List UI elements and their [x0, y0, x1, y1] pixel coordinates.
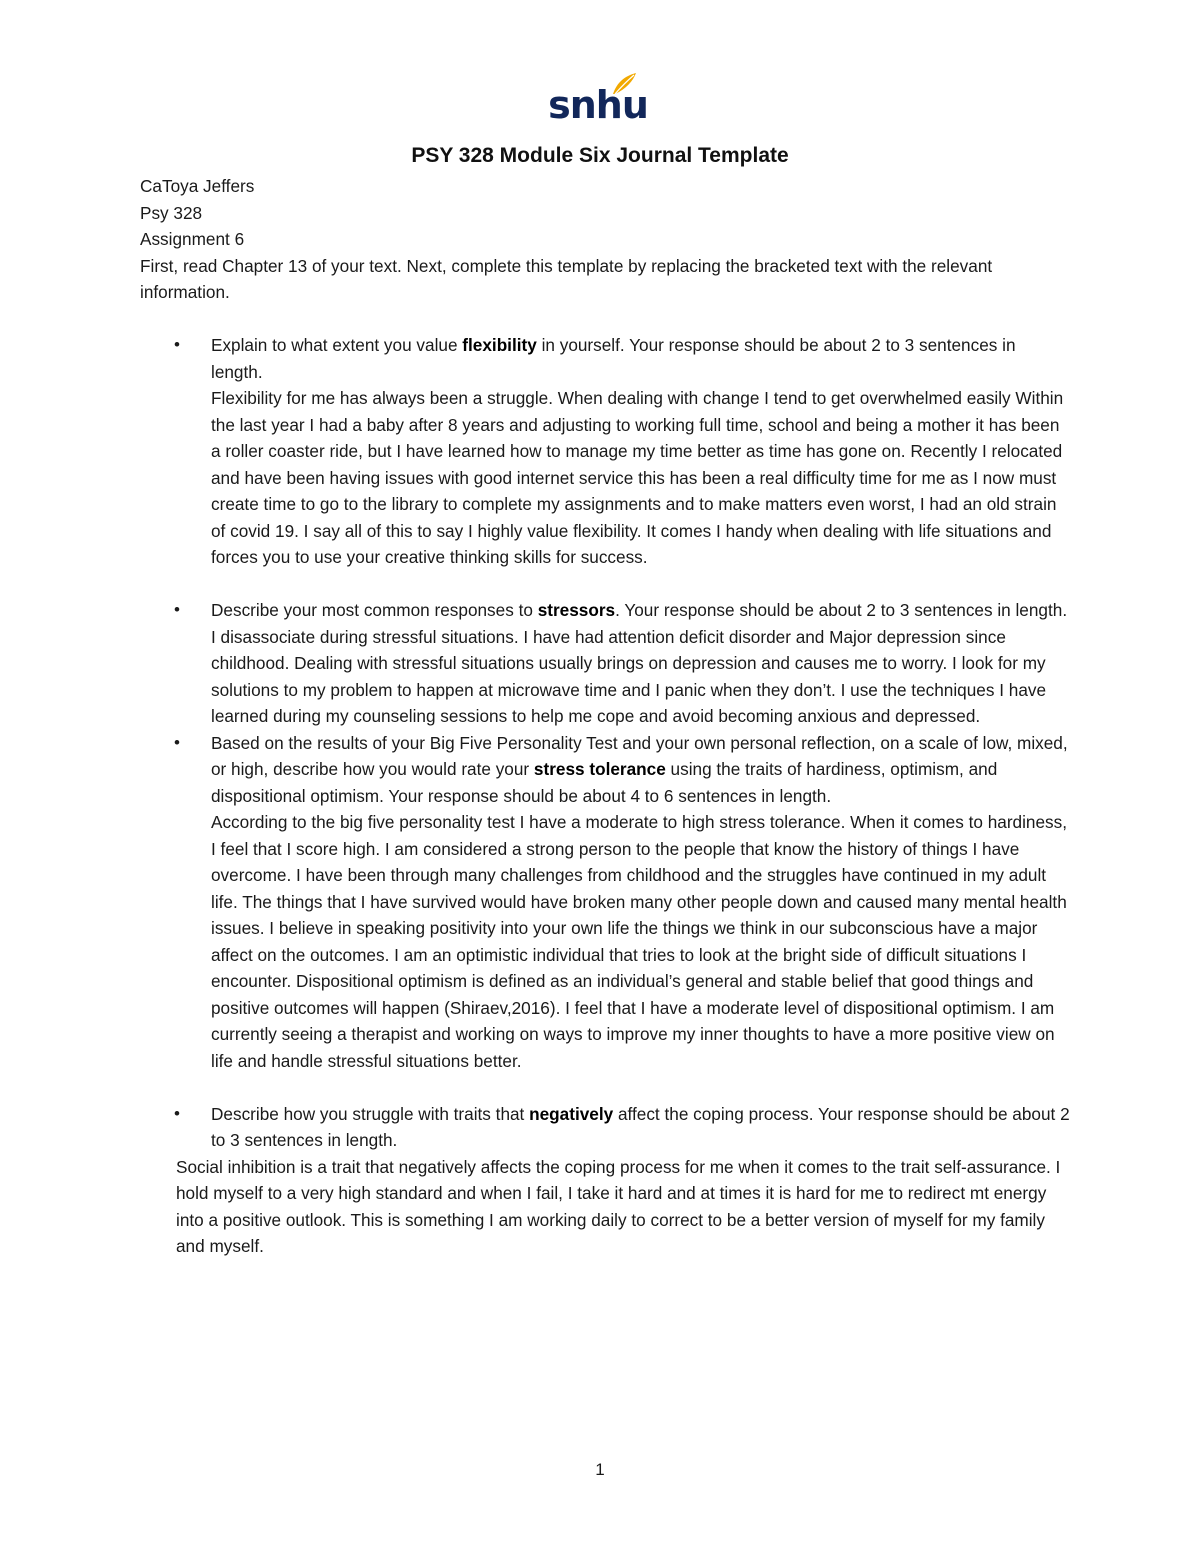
question-item-3 — [140, 730, 1070, 1075]
question-keyword: stress tolerance — [533, 759, 666, 779]
question-list — [140, 332, 1070, 571]
question-answer: Social inhibition is a trait that negatively affects the coping process for me when it comes to the trait self-assurance. I hold myself to a very high standard and when I fail, I take it hard and at times it is hard for me to redirect mt energy into a positive outlook. This is something I am working daily to correct to be a better version of myself for my family and myself. — [176, 1156, 1061, 1256]
intro-instructions: First, read Chapter 13 of your text. Next, complete this template by replacing the bracketed text with the relevant information. — [140, 255, 993, 302]
bullet-icon: • — [174, 1103, 180, 1123]
document-body — [140, 173, 1070, 1260]
page-number: 1 — [595, 1460, 605, 1479]
student-name: CaToya Jeffers — [140, 176, 255, 196]
question-keyword: negatively — [529, 1103, 614, 1124]
question-answer: Flexibility for me has always been a struggle. When dealing with change I tend to get overwhelmed easily Within the last year I had a baby after 8 years and adjusting to working full time, school and being a mother it has been a roller coaster ride, but I have learned how to manage my time better as time has gone on. Recently I relocated and have been having issues with good internet service this has been a real difficulty time for me as I now must create time to go to the library to complete my assignments and to make matters even worst, I had an old strain of covid 19. I say all of this to say I highly value flexibility. It comes I handy when dealing with life situations and forces you to use your creative thinking skills for success. — [211, 388, 1064, 567]
question-keyword: stressors — [537, 600, 616, 620]
question-list-3 — [140, 1101, 1070, 1154]
question-prompt: Describe how you struggle with traits that negatively affect the coping process. Your response should be about 2 to 3 sentences in length. — [211, 1103, 1070, 1150]
question-prompt: Explain to what extent you value flexibility in yourself. Your response should be about 2 to 3 sentences in length. — [211, 335, 1016, 382]
question-prompt: Based on the results of your Big Five Personality Test and your own personal reflection, on a scale of low, mixed, or high, describe how you would rate your stress tolerance using the traits of hardiness, optimism, and dispositional optimism. Your response should be about 4 to 6 sentences in length. — [211, 732, 1068, 806]
bullet-icon: • — [174, 335, 180, 354]
question-item-1 — [140, 332, 1070, 571]
assignment-label: Assignment 6 — [140, 229, 245, 249]
question-item-2 — [140, 597, 1070, 730]
bullet-icon: • — [174, 600, 180, 619]
question-list-2 — [140, 597, 1070, 1074]
snhu-logo — [548, 72, 648, 134]
question-answer: I disassociate during stressful situations. I have had attention deficit disorder and Major depression since childhood. Dealing with stressful situations usually brings on depression and causes me to worry. I look for my solutions to my problem to happen at microwave time and I panic when they don’t. I use the techniques I have learned during my counseling sessions to help me cope and avoid becoming anxious and depressed. — [211, 626, 1047, 726]
question-item-4 — [140, 1101, 1070, 1154]
question-prompt: Describe your most common responses to stressors. Your response should be about 2 to 3 sentences in length. — [211, 600, 1068, 620]
question-answer: According to the big five personality test I have a moderate to high stress tolerance. When it comes to hardiness, I feel that I score high. I am considered a strong person to the people that know the history of things I have overcome. I have been through many challenges from childhood and the struggles have continued in my adult life. The things that I have survived would have broken many other people down and caused many mental health issues. I believe in speaking positivity into your own life the things we think in our subconscious have a major affect on the outcomes. I am an optimistic individual that tries to look at the bright side of difficult situations I encounter. Dispositional optimism is defined as an individual’s general and stable belief that good things and positive outcomes will happen (Shiraev,2016). I feel that I have a moderate level of dispositional optimism. I am currently seeing a therapist and working on ways to improve my inner thoughts to have a more positive view on life and handle stressful situations better. — [211, 812, 1068, 1071]
document-title: PSY 328 Module Six Journal Template — [411, 144, 789, 167]
bullet-icon: • — [174, 732, 180, 752]
logo-wordmark: snhu — [548, 83, 648, 127]
question-keyword: flexibility — [462, 335, 537, 355]
course-name: Psy 328 — [140, 202, 203, 223]
